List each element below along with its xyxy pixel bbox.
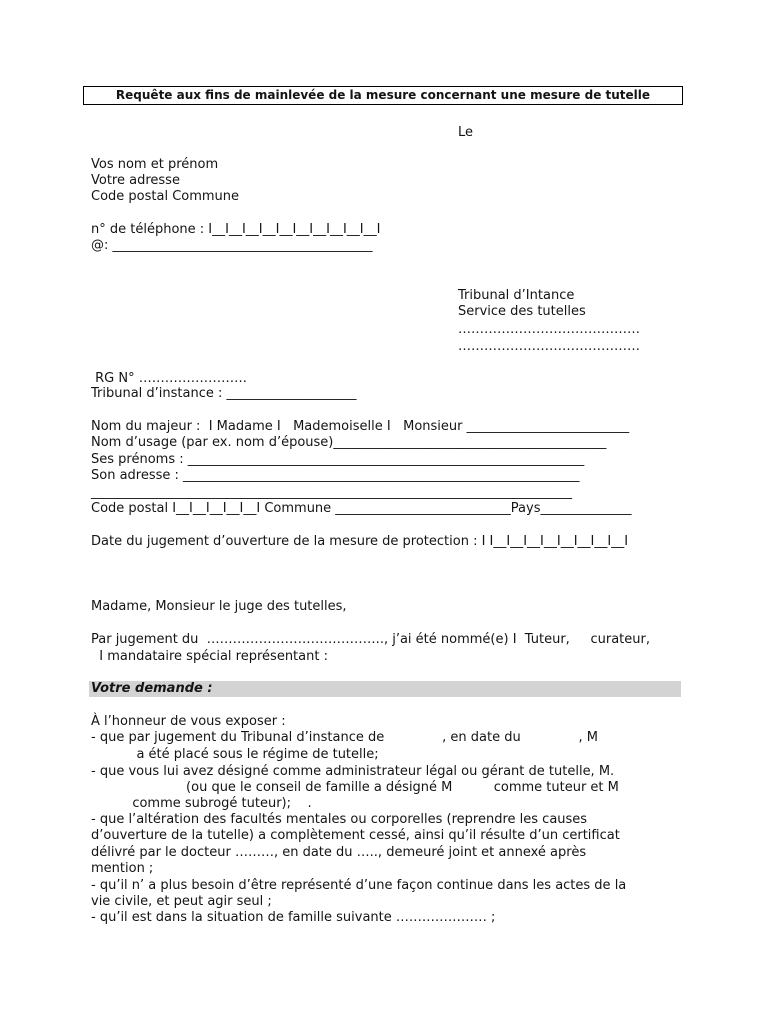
recipient-address-1: …………………………………… bbox=[458, 322, 640, 337]
body-line: d’ouverture de la tutelle) a complètement cessé, ainsi qu’il résulte d’un certificat bbox=[91, 828, 620, 843]
salutation: Madame, Monsieur le juge des tutelles, bbox=[91, 599, 347, 614]
date-label: Le bbox=[458, 125, 474, 140]
section-title: Votre demande : bbox=[91, 681, 213, 696]
rg-number: RG N° ……………………. bbox=[91, 371, 247, 386]
document-title: Requête aux fins de mainlevée de la mesure concernant une mesure de tutelle bbox=[83, 86, 683, 105]
body-line: délivré par le docteur ………, en date du ….., demeuré joint et annexé après bbox=[91, 845, 587, 860]
body-line: - que l’altération des facultés mentales ou corporelles (reprendre les causes bbox=[91, 812, 588, 827]
majeur-postal: Code postal I__I__I__I__I__I Commune ___________________________Pays______________ bbox=[91, 501, 632, 516]
section-header bbox=[89, 681, 681, 697]
recipient-service: Service des tutelles bbox=[458, 304, 586, 319]
recipient-address-2: …………………………………… bbox=[458, 339, 640, 354]
body-line: - que vous lui avez désigné comme administrateur légal ou gérant de tutelle, M. bbox=[91, 764, 615, 779]
body-line: (ou que le conseil de famille a désigné M comme tuteur et M bbox=[91, 780, 619, 795]
majeur-firstnames: Ses prénoms : _____________________________________________________________ bbox=[91, 452, 585, 467]
body-line: - qu’il est dans la situation de famille suivante ………………… ; bbox=[91, 910, 496, 925]
body-intro: À l’honneur de vous exposer : bbox=[91, 714, 286, 729]
sender-name: Vos nom et prénom bbox=[91, 157, 219, 172]
sender-email: @: ________________________________________ bbox=[91, 238, 373, 253]
par-jugement-line1: Par jugement du ………………………………….., j’ai été nommé(e) I Tuteur, curateur, bbox=[91, 632, 650, 647]
body-line: - qu’il n’ a plus besoin d’être représenté d’une façon continue dans les actes de la bbox=[91, 878, 627, 893]
majeur-usage-name: Nom d’usage (par ex. nom d’épouse)__________________________________________ bbox=[91, 435, 607, 450]
sender-address: Votre adresse bbox=[91, 173, 180, 188]
body-line: comme subrogé tuteur); . bbox=[91, 796, 312, 811]
recipient-court: Tribunal d’Intance bbox=[458, 288, 575, 303]
majeur-name: Nom du majeur : I Madame I Mademoiselle I Monsieur _________________________ bbox=[91, 419, 630, 434]
body-line: mention ; bbox=[91, 861, 154, 876]
sender-phone: n° de téléphone : I__I__I__I__I__I__I__I__I__I__I bbox=[91, 222, 381, 237]
majeur-address-line2: __________________________________________________________________________ bbox=[91, 485, 572, 500]
tribunal-instance: Tribunal d’instance : ____________________ bbox=[91, 386, 357, 401]
body-line: a été placé sous le régime de tutelle; bbox=[91, 747, 379, 762]
body-line: - que par jugement du Tribunal d’instance de , en date du , M bbox=[91, 730, 599, 745]
body-line: vie civile, et peut agir seul ; bbox=[91, 894, 272, 909]
majeur-address: Son adresse : _____________________________________________________________ bbox=[91, 468, 580, 483]
judgment-date: Date du jugement d’ouverture de la mesure de protection : I I__I__I__I__I__I__I__I__I bbox=[91, 534, 629, 549]
sender-postal: Code postal Commune bbox=[91, 189, 240, 204]
par-jugement-line2: I mandataire spécial représentant : bbox=[91, 649, 328, 664]
